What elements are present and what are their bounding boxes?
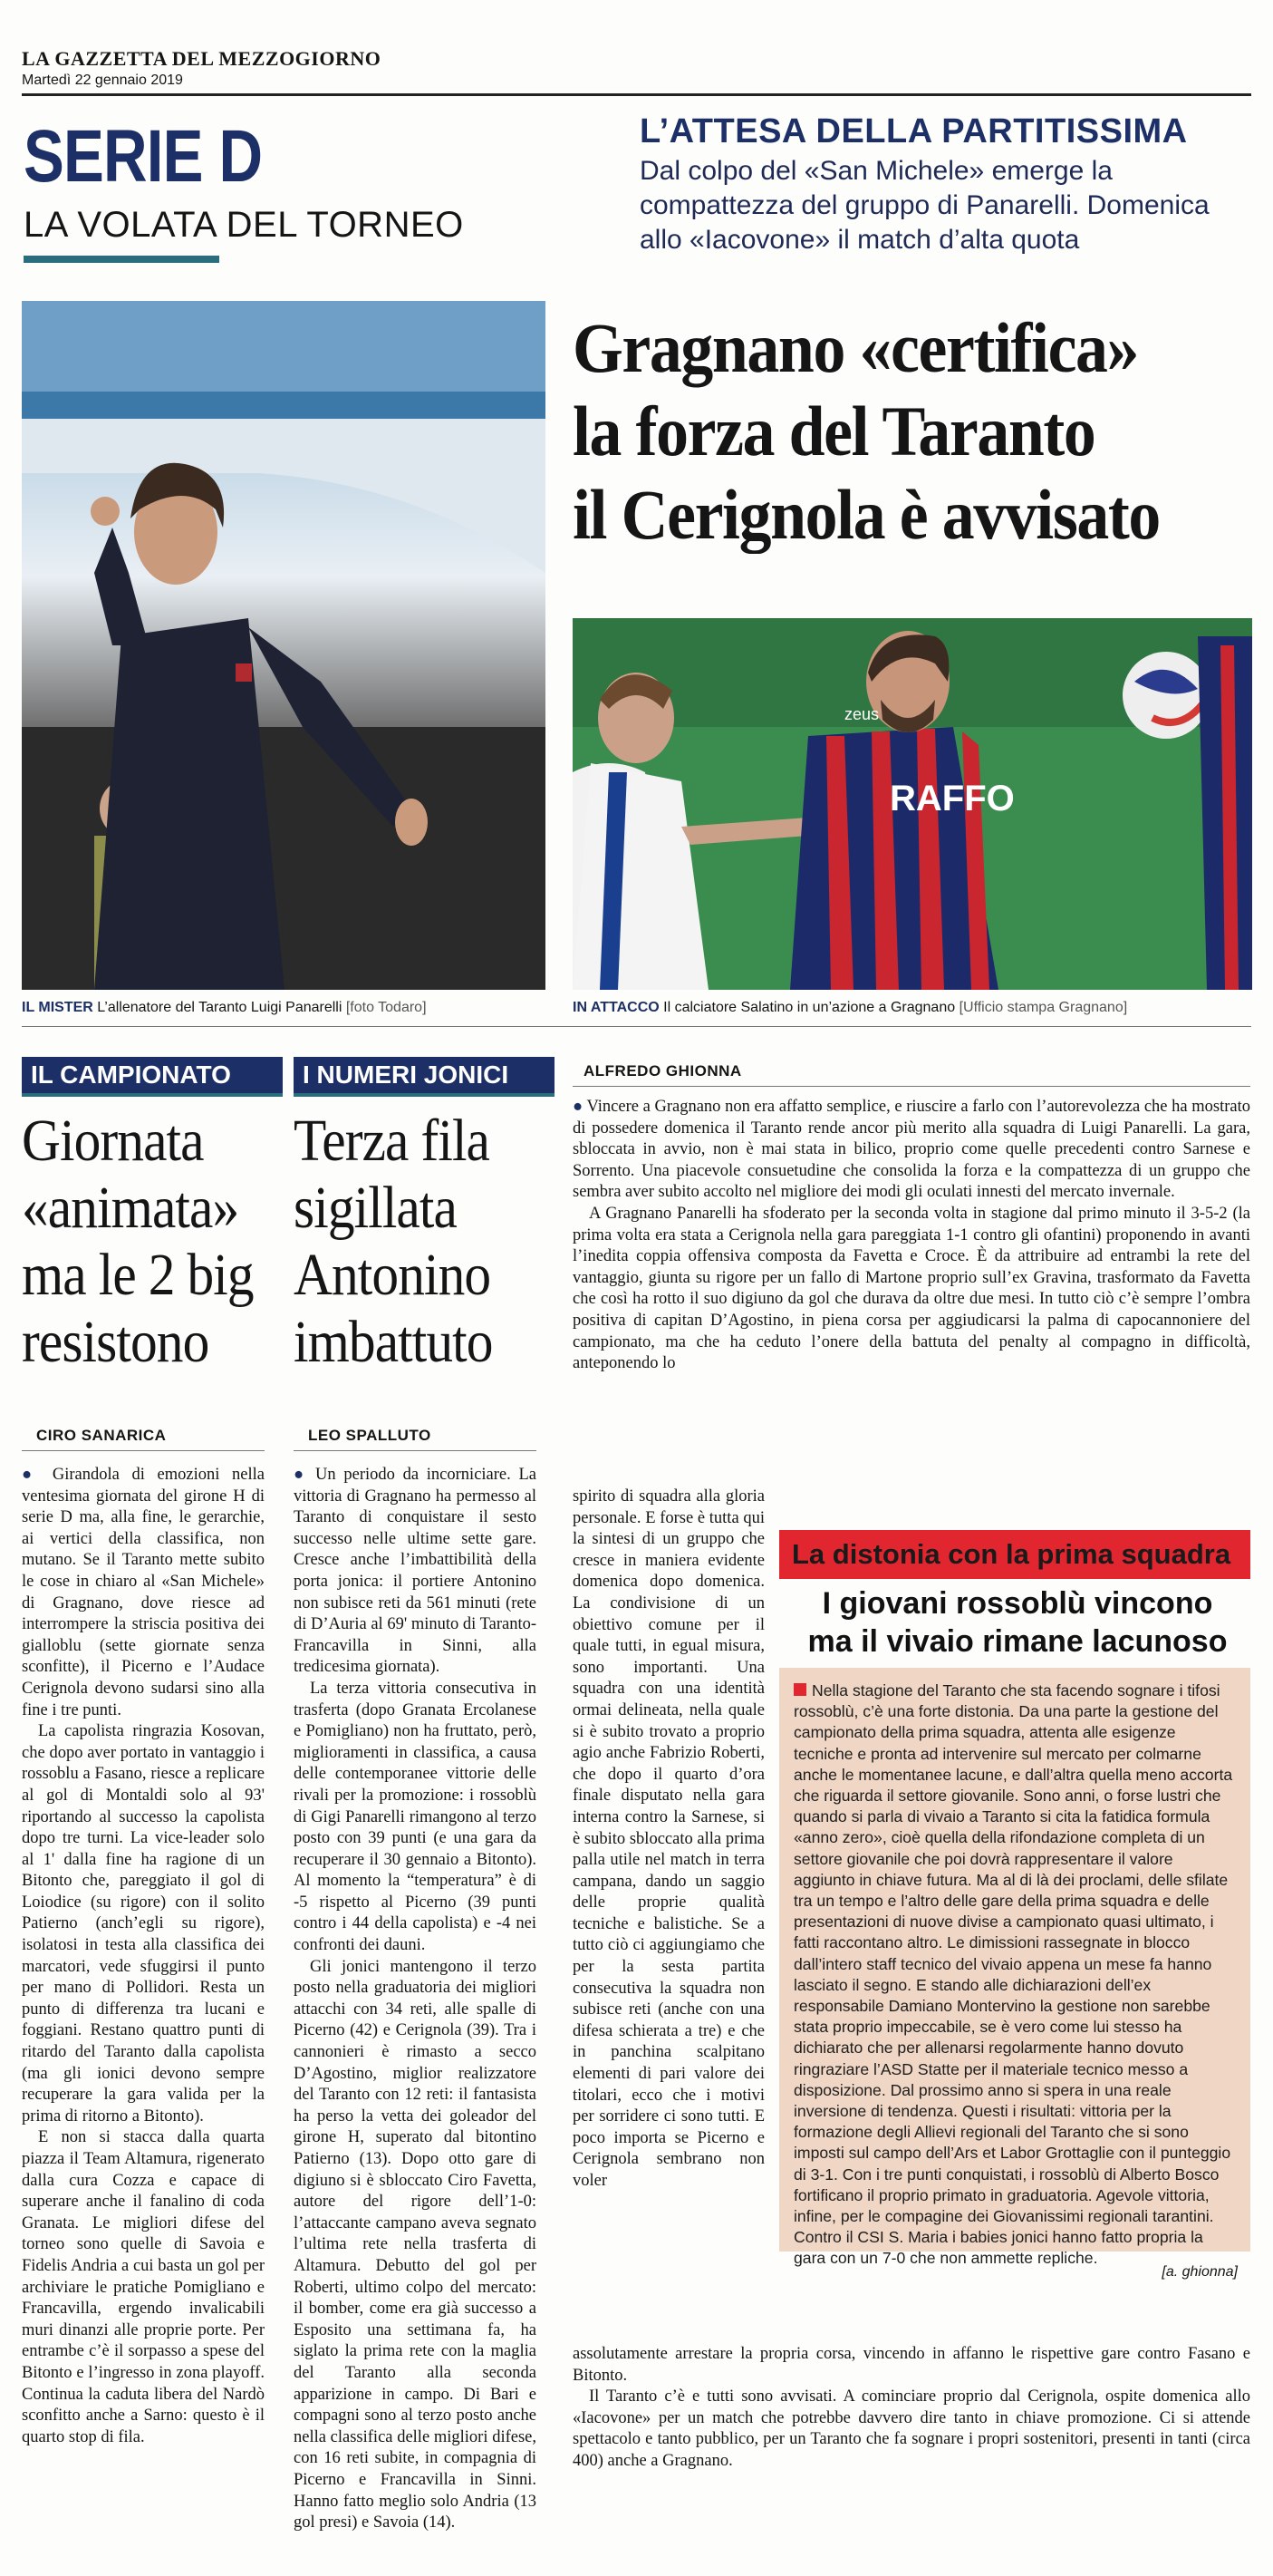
square-bullet-icon: [794, 1683, 806, 1696]
sidebar-subtitle: I giovani rossoblù vincono ma il vivaio rimane lacunoso: [807, 1586, 1228, 1659]
shirt-sponsor: RAFFO: [890, 779, 1015, 818]
campionato-para-2: La capolista ringrazia Kosovan, che dopo aver portato in vantaggio i rossoblu a Fasano, riesce a replicare al gol di Montaldi solo al 93' riportando al successo la capolista dopo tre turni. La vice-leader solo al 1' dalla fine ha ragione di un Bitonto che, pareggiato il gol di Loiodice (su rigore) con il solito Patierno (anch’egli su rigore), isolatosi in testa alla classifica dei marcatori, vede sfuggirsi il punto per mano di Pollidori. Resta un punto di differenza tra lucani e foggiani. Restano quattro punti di ritardo del Taranto dalla capolista (ma gli ionici devono sempre recuperare la gara valida per la prima di ritorno a Bitonto).: [22, 1722, 265, 2126]
numeri-title-4: imbattuto: [294, 1309, 493, 1375]
numeri-title-2: sigillata: [294, 1175, 457, 1241]
main-byline: ALFREDO GHIONNA: [583, 1062, 742, 1080]
numeri-body: [294, 1465, 536, 2534]
sidebar-signature: [a. ghionna]: [1162, 2264, 1238, 2280]
campionato-para-1: ● Girandola di emozioni nella ventesima giornata del girone H di serie D ma, alla fine, le gerarchie, ai vertici della classifica, non mutano. Se il Taranto mette subito le cose in chiaro al «San Michele» di Gragnano, dove riesce ad interrompere la striscia positiva dei gialloblu (sette giornate senza sconfitte), il Picerno e l’Audace Cerignola devono sudarsi sino alla fine i tre punti.: [22, 1466, 265, 1719]
main-para-2: A Gragnano Panarelli ha sfoderato per la seconda volta in stagione dal primo minuto il 3-5-2 (la prima volta era stata a Cerignola nella gara pareggiata 1-1 contro gli ofantini) proponendo in avanti l’inedita coppia offensiva composta da Favetta e Croce. È da attribuire ad entrambi la rete del vantaggio, giunta su rigore per un fallo di Martone proprio sull’ex Gravina, trasformato da Favetta che così ha rotto il suo digiuno da gol che durava da oltre due mesi. In tutto ciò c’è sempre l’ombra positiva di capitan D’Agostino, in piena corsa per aggiudicarsi la palma di capocannoniere del campionato, ma che ha ceduto l’onere della battuta del penalty al compagno in difficoltà, anteponendo lo: [573, 1204, 1250, 1373]
section-subtitle: LA VOLATA DEL TORNEO: [24, 205, 464, 245]
section-underline: [24, 256, 219, 263]
coach-caption: [22, 999, 545, 1017]
byline-rule: [573, 1086, 1250, 1087]
numeri-headline: [294, 1108, 538, 1376]
numeri-para-1: ● Un periodo da incorniciare. La vittoria di Gragnano ha permesso al Taranto di conquistare il sesto successo nelle ultime sette gare. Cresce anche l’imbattibilità della porta jonica: il portiere Antonino non subisce reti da 561 minuti (rete di D’Auria al 69' minuto di Taranto-Francavilla in Sinni, alla tredicesima giornata).: [294, 1466, 536, 1677]
main-para-tail-2: Il Taranto c’è e tutti sono avvisati. A cominciare proprio dal Cerignola, ospite domenica allo «Iacovone» per un match che potrebbe davvero dire tanto in chiave promozione. Ci si attende spettacolo e tanto pubblico, per un Taranto che fa sognare i propri sostenitori, presenti in tanti (circa 400) anche a Gragnano.: [573, 2387, 1250, 2470]
action-photo-credit: [Ufficio stampa Gragnano]: [959, 1000, 1128, 1015]
kicker-text: Dal colpo del «San Michele» emerge la compattezza del gruppo di Panarelli. Domenica allo «Iacovone» il match d’alta quota: [640, 156, 1210, 255]
coach-caption-label: IL MISTER: [22, 1000, 93, 1015]
campionato-title-1: Giornata: [22, 1108, 204, 1174]
action-illustration: [573, 618, 1252, 990]
numeri-para-2: La terza vittoria consecutiva in trasferta (dopo Granata Ercolanese e Pomigliano) non ha fruttato, però, miglioramenti in classifica, a causa delle contemporanee vittorie delle rivali per la promozione: i rossoblù di Gigi Panarelli rimangono al terzo posto con 39 punti (e una gara da recuperare il 30 gennaio a Bitonto). Al momento la “temperatura” è di -5 rispetto al Picerno (39 punti contro i 44 della capolista) e -4 nei confronti dei dauni.: [294, 1679, 536, 1955]
numeri-byline: LEO SPALLUTO: [308, 1427, 431, 1444]
headline-line-1: Gragnano «certifica»: [573, 308, 1139, 387]
action-photo: [573, 618, 1252, 990]
campionato-body: [22, 1465, 265, 2448]
action-caption-label: IN ATTACCO: [573, 1000, 660, 1015]
campionato-box: IL CAMPIONATO: [22, 1057, 283, 1097]
dateline: Martedì 22 gennaio 2019: [22, 73, 183, 88]
sidebar-title: La distonia con la prima squadra: [779, 1530, 1250, 1579]
main-para-narrow: spirito di squadra alla gloria personale. E forse è tutta qui la sintesi di un gruppo che cresce in maniera evidente domenica dopo domenica. La condivisione di un obiettivo comune per il quale tutti, in egual misura, sono importanti. Una squadra con una identità ormai delineata, nella quale si è subito trovato a proprio agio anche Fabrizio Roberti, che dopo il quarto d’ora finale disputato nella gara interna contro la Sarnese, si è subito sbloccato alla prima palla utile nel match in terra campana, dando un saggio delle proprie qualità tecniche e balistiche. Se a tutto ciò ci aggiungiamo che per la sesta partita consecutiva la squadra non subisce reti (anche con una difesa schierata a tre) e che in panchina scalpitano elementi di pari valore dei titolari, ecco che i motivi per sorridere ci sono tutti. E poco importa se Picerno e Cerignola sembrano non voler: [573, 1487, 765, 2190]
bullet-dot-icon: ●: [22, 1466, 53, 1484]
numeri-box: I NUMERI JONICI: [294, 1057, 555, 1097]
section-title: SERIE D: [24, 115, 263, 198]
coach-photo: [22, 301, 545, 990]
campionato-headline: [22, 1108, 266, 1376]
sidebar-text: Nella stagione del Taranto che sta facendo sognare i tifosi rossoblù, c’è una forte distonia. Da una parte la gestione del campionato della prima squadra, attenta alle esigenze tecniche e pronta ad intervenire sul mercato per colmarne anche le momentanee lacune, e dall’altra quella meno accorta che riguarda il settore giovanile. Sono anni, o forse lustri che quando si parla di vivaio a Taranto si cita la fatidica formula «anno zero», cioè quella della rifondazione completa di un settore giovanile che poi dovrà rappresentare il valore aggiunto in chiave futura. Ma al di là dei proclami, delle sfilate tra un tempo e l’altro delle gare della prima squadra e delle presentazioni di nuove divise a campionato quasi ultimato, i fatti raccontano altro. Le dimissioni rassegnate in blocco dall’intero staff tecnico del vivaio appena un mese fa hanno lasciato il segno. E stando alle dichiarazioni dell’ex responsabile Damiano Montervino la gestione non sarebbe stata proprio impeccabile, se è vero come lui stesso ha dichiarato che per allenarsi regolarmente hanno dovuto ringraziare l’ASD Statte per il materiale tecnico messo a disposizione. Dal prossimo anno si spera in una reale inversione di tendenza. Questi i risultati: vittoria per la formazione degli Allievi regionali del Taranto che si sono imposti sul campo dell’Ars et Labor Grottaglie con il punteggio di 3-1. Con i tre punti conquistati, i rossoblù di Alberto Bosco fortificano il proprio primato in graduatoria. Agevole vittoria, infine, per le compagine dei Giovanissimi regionali tarantini. Contro il CSI S. Maria i babies jonici hanno fatto propria la gara con un 7-0 che non ammette repliche.: [794, 1681, 1233, 2268]
main-body-narrow: [573, 1487, 765, 2193]
action-caption: [573, 999, 1252, 1017]
numeri-title-3: Antonino: [294, 1242, 491, 1308]
main-body-top: [573, 1097, 1250, 1375]
shirt-brand: zeus: [844, 705, 880, 723]
campionato-para-3: E non si stacca dalla quarta piazza il Team Altamura, rigenerato dalla cura Cozza e capace di superare anche il fanalino di coda Granata. Le migliori difese del torneo sono quelle di Savoia e Fidelis Andria a cui basta un gol per archiviare le pratiche Pomigliano e Francavilla, ergendo invalicabili muri dinanzi alle proprie porte. Per entrambe c’è il sorpasso a spese del Bitonto e l’ingresso in zona playoff. Continua la caduta libera del Nardò sconfitto anche a Sarno: questo è il quarto stop di fila.: [22, 2128, 265, 2446]
coach-illustration: [22, 301, 545, 990]
campionato-byline: CIRO SANARICA: [36, 1427, 167, 1444]
campionato-title-3: ma le 2 big: [22, 1242, 254, 1308]
byline-rule: [22, 1450, 265, 1451]
main-para-tail-1: assolutamente arrestare la propria corsa, vincendo in affanno le rispettive gare contro Fasano e Bitonto.: [573, 2345, 1250, 2385]
main-headline: [573, 306, 1190, 557]
bullet-dot-icon: ●: [294, 1466, 316, 1484]
numeri-title-1: Terza fila: [294, 1108, 490, 1174]
main-para-1: ● Vincere a Gragnano non era affatto semplice, e riuscire a farlo con l’autorevolezza che ha mostrato di possedere domenica il Taranto rende ancor più merito alla squadra di Luigi Panarelli. La gara, sbloccata in avvio, non è mai stata in bilico, proprio come quelle precedenti contro Sarnese e Sorrento. Una piacevole consuetudine che consolida la forza e la compattezza di un gruppo che sembra aver subito accolto nel migliore dei modi gli oculati innesti del mercato invernale.: [573, 1098, 1250, 1202]
sidebar-body: [779, 1668, 1250, 2268]
masthead-rule: [22, 93, 1251, 96]
divider: [22, 1026, 1251, 1027]
headline-line-3: il Cerignola è avvisato: [573, 475, 1160, 554]
campionato-title-4: resistono: [22, 1309, 209, 1375]
masthead-title: LA GAZZETTA DEL MEZZOGIORNO: [22, 47, 381, 70]
kicker-title: L’ATTESA DELLA PARTITISSIMA: [640, 112, 1188, 150]
coach-caption-text: L’allenatore del Taranto Luigi Panarelli: [97, 1000, 342, 1015]
bullet-dot-icon: ●: [573, 1098, 587, 1116]
action-caption-text: Il calciatore Salatino in un’azione a Gragnano: [663, 1000, 956, 1015]
main-body-bottom: [573, 2344, 1250, 2473]
byline-rule: [294, 1450, 536, 1451]
coach-photo-credit: [foto Todaro]: [345, 1000, 427, 1015]
headline-line-2: la forza del Taranto: [573, 392, 1095, 470]
campionato-title-2: «animata»: [22, 1175, 239, 1241]
numeri-para-3: Gli jonici mantengono il terzo posto nella graduatoria dei migliori attacchi con 34 reti, alle spalle di Picerno (42) e Cerignola (39). Tra i cannonieri è rimasto a secco D’Agostino, miglior realizzatore del Taranto con 12 reti: il fantasista ha perso la vetta dei goleador del girone H, superato dal bitontino Patierno (13). Dopo otto gare di digiuno si è sbloccato Ciro Favetta, autore del rigore dell’1-0: l’attaccante campano aveva segnato l’ultima rete nella trasferta di Altamura. Debutto del gol per Roberti, ultimo colpo del mercato: il bomber, come era già successo a Esposito una settimana fa, ha siglato la prima rete con la maglia del Taranto alla seconda apparizione in campo. Di Bari e compagni sono al terzo posto anche nella classifica delle migliori difese, con 16 reti subite, in compagnia di Picerno e Francavilla in Sinni. Hanno fatto meglio solo Andria (13 gol presi) e Savoia (14).: [294, 1957, 536, 2532]
